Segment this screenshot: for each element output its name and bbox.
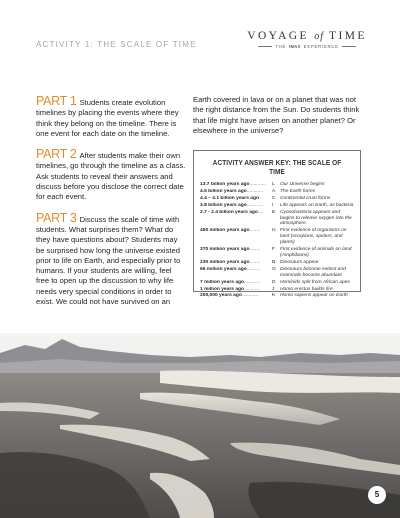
answer-key-time: 370 million years ago........: [200, 247, 261, 253]
logo-rule-left: [258, 46, 272, 47]
answer-key-event: Homo erectus builds fire: [280, 286, 333, 292]
answer-key-row: [200, 280, 354, 286]
part-2-heading: PART 2: [36, 147, 77, 162]
answer-key-letter: B: [272, 259, 276, 265]
answer-key-row: [200, 293, 354, 299]
answer-key-row: [200, 267, 354, 279]
part-1-heading: PART 1: [36, 94, 77, 108]
answer-key-event: The Earth forms: [280, 188, 316, 194]
answer-key-row: [200, 189, 354, 195]
logo-wordmark: VOYAGE of TIME: [247, 30, 367, 42]
answer-key-event: Dinosaurs become extinct and mammals become abundant: [280, 266, 346, 278]
answer-key-row: [200, 210, 354, 228]
answer-key-title: ACTIVITY ANSWER KEY: THE SCALE OF TIME: [212, 158, 342, 176]
answer-key-letter: D: [272, 279, 276, 285]
logo-subtitle: THE IMAX EXPERIENCE: [242, 44, 372, 49]
answer-key-letter: F: [272, 247, 275, 253]
part-2: [36, 149, 186, 202]
answer-key-box: [193, 150, 361, 299]
answer-key-event: Life appears on Earth, as bacteria: [280, 202, 354, 208]
answer-key-row: [200, 260, 354, 266]
answer-key-letter: H: [272, 228, 276, 234]
answer-key-letter: L: [272, 182, 275, 187]
answer-key-letter: I: [272, 202, 274, 208]
answer-key-row: [200, 203, 354, 209]
page-number: 5: [368, 486, 386, 504]
answer-key-letter: G: [272, 266, 276, 272]
part-3-heading: PART 3: [36, 210, 77, 225]
answer-key-letter: A: [272, 188, 276, 194]
answer-key-event: Hominids split from African apes: [280, 279, 350, 285]
answer-key-time: 7 million years ago............: [200, 279, 261, 285]
answer-key-time: 13.7 billion years ago............: [200, 182, 266, 187]
part-1-text: Students create evolution timelines by placing the events where they think they belong on the timeline. There is one event for each date on the timeline.: [36, 98, 179, 138]
answer-key-row: [200, 196, 354, 202]
answer-key-time: 4.4 – 4.1 billion years ago .: [200, 195, 262, 201]
answer-key-event: First evidence of organisms on land (scorpions, spiders, and plants): [280, 228, 347, 246]
answer-key-row: [200, 228, 354, 246]
part-3: [36, 210, 186, 308]
continuation-text: Earth covered in lava or on a planet that was not the right distance from the Sun. Do students think that life might have arisen on another planet? Or elsewhere in the universe?: [193, 95, 360, 135]
part-1: [36, 96, 186, 139]
answer-key-time: 66 million years ago..........: [200, 266, 261, 272]
part-2-text: After students make their own timelines, go through the timeline as a class. Ask students to reveal their answers and discuss before you disclose the correct date for each event.: [36, 151, 186, 202]
answer-key-event: First evidence of animals on land (Amphibians): [280, 247, 352, 258]
answer-key-time: 2.7 - 2.4 billion years ago....: [200, 209, 264, 215]
logo-rule-right: [342, 46, 356, 47]
answer-key-time: 450 million years ago........: [200, 228, 261, 234]
answer-key-event: Homo sapiens appear on Earth: [280, 293, 348, 299]
answer-key-letter: K: [272, 293, 276, 299]
answer-key-time: 230 million years ago........: [200, 259, 261, 265]
answer-key-row: [200, 247, 354, 259]
answer-key-event: Our Universe begins: [280, 182, 325, 187]
answer-key-row: [200, 182, 354, 188]
landscape-photo: [0, 333, 400, 518]
answer-key-row: [200, 287, 354, 293]
answer-key-event: Cyanobacteria appears and begins to release oxygen into the atmosphere: [280, 209, 352, 227]
answer-key-letter: J: [272, 286, 275, 292]
answer-key-letter: C: [272, 195, 276, 201]
answer-key-list: [200, 182, 354, 299]
answer-key-time: 1 million years ago............: [200, 286, 261, 292]
answer-key-time: 4.5 billion years ago............: [200, 188, 264, 194]
answer-key-time: 3.8 billion years ago............: [200, 202, 264, 208]
answer-key-event: Dinosaurs appear: [280, 259, 319, 265]
answer-key-event: Continental crust forms: [280, 195, 331, 201]
activity-title: ACTIVITY 1: THE SCALE OF TIME: [36, 40, 197, 49]
left-column: [36, 96, 186, 317]
answer-key-time: 200,000 years ago............: [200, 293, 259, 299]
answer-key-letter: E: [272, 209, 276, 215]
voyage-of-time-logo: [242, 30, 372, 49]
part-3-text: Discuss the scale of time with students. What surprises them? What do they have questions about? Students may be surprised how long the universe existed prior to life on Earth, and especially prior to humans. If your students are willing, feel free to open up the discussion to why life needs very special conditions in order to exist. We could not have survived on an: [36, 214, 181, 307]
